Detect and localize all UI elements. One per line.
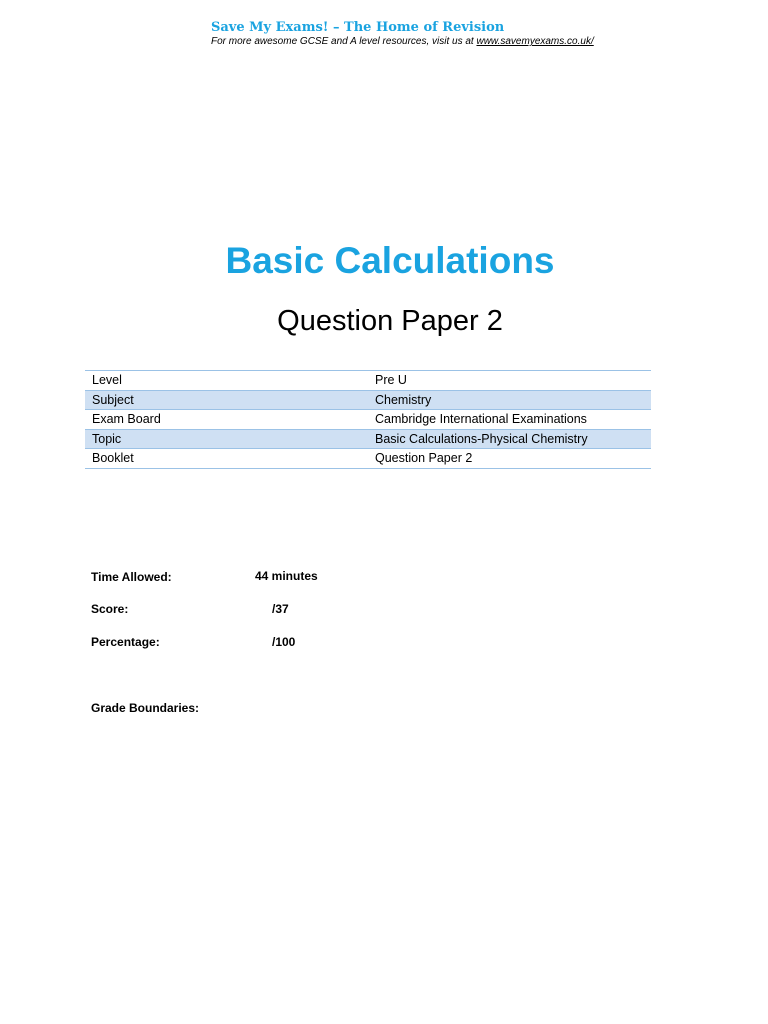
table-row <box>85 449 651 469</box>
row-label: Level <box>92 373 122 388</box>
website-link[interactable]: www.savemyexams.co.uk/ <box>476 36 594 47</box>
score-value: /37 <box>272 602 289 616</box>
info-table <box>85 370 651 469</box>
percentage-label: Percentage: <box>91 635 160 649</box>
row-value: Basic Calculations-Physical Chemistry <box>368 429 651 449</box>
row-label: Subject <box>85 390 368 410</box>
time-allowed-label: Time Allowed: <box>91 570 172 584</box>
table-row <box>85 410 651 430</box>
score-label: Score: <box>91 602 129 616</box>
row-value: Pre U <box>375 373 407 388</box>
document-subtitle: Question Paper 2 <box>277 305 503 337</box>
table-row <box>85 371 651 391</box>
page-header <box>211 20 611 47</box>
header-subtitle <box>211 36 611 47</box>
time-allowed-value: 44 minutes <box>255 569 318 583</box>
header-subtitle-text: For more awesome GCSE and A level resources, visit us at <box>211 36 477 47</box>
row-label: Exam Board <box>92 412 161 427</box>
row-label: Topic <box>85 429 368 449</box>
percentage-value: /100 <box>272 635 296 649</box>
document-title: Basic Calculations <box>225 240 555 281</box>
table-row <box>85 429 651 449</box>
row-value: Cambridge International Examinations <box>375 412 587 427</box>
row-value: Question Paper 2 <box>375 451 473 466</box>
table-row <box>85 390 651 410</box>
header-title: Save My Exams! – The Home of Revision <box>211 20 505 35</box>
row-label: Booklet <box>92 451 134 466</box>
row-value: Chemistry <box>368 390 651 410</box>
grade-boundaries-label: Grade Boundaries: <box>91 701 200 715</box>
